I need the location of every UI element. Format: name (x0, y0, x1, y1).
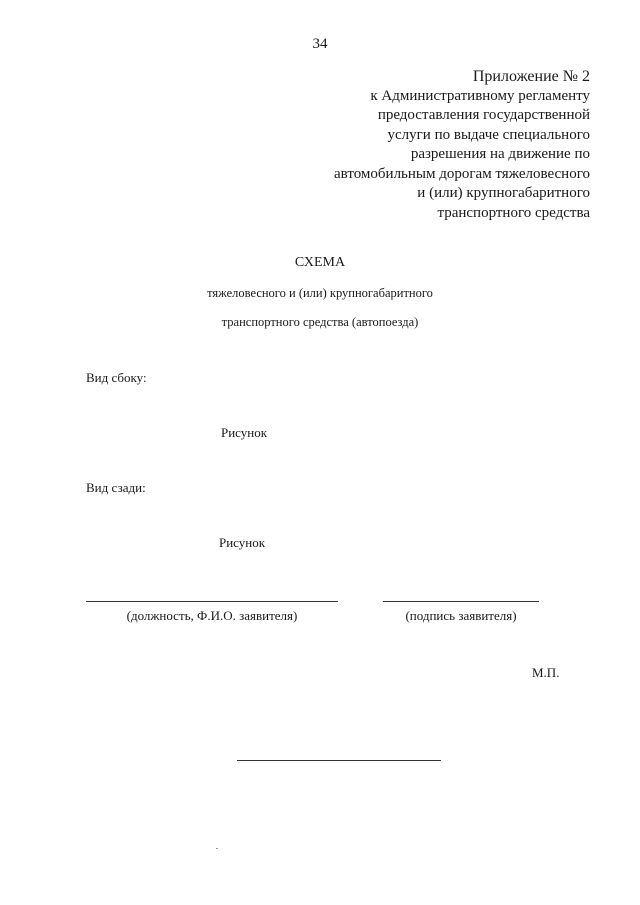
appendix-line: транспортного средства (437, 204, 590, 221)
appendix-line: автомобильным дорогам тяжеловесного (333, 165, 590, 182)
stamp-placeholder: М.П. (532, 665, 560, 680)
signature-caption: (подпись заявителя) (405, 608, 517, 623)
appendix-line: предоставления государственной (377, 107, 590, 123)
applicant-signature-line (383, 601, 539, 602)
position-signature-line (86, 601, 338, 602)
appendix-line: услуги по выдаче специального (387, 126, 590, 143)
appendix-line: разрешения на движение по (410, 146, 590, 162)
appendix-line: и (или) крупногабаритного (417, 185, 590, 201)
side-view-label: Вид сбоку: (86, 370, 147, 385)
rear-view-label: Вид сзади: (86, 480, 146, 495)
appendix-block (260, 67, 590, 223)
bottom-divider-line (237, 760, 441, 761)
position-caption: (должность, Ф.И.О. заявителя) (126, 608, 298, 623)
scan-speck (216, 848, 218, 849)
page-number: 34 (312, 36, 328, 52)
scheme-title: СХЕМА (294, 255, 346, 270)
scheme-subtitle-line-1: тяжеловесного и (или) крупногабаритного (207, 286, 433, 300)
scheme-subtitle-line-2: транспортного средства (автопоезда) (221, 315, 419, 329)
appendix-line: к Административному регламенту (370, 87, 590, 104)
appendix-title: Приложение № 2 (472, 68, 590, 85)
rear-view-picture-placeholder: Рисунок (219, 535, 266, 550)
side-view-picture-placeholder: Рисунок (221, 425, 268, 440)
